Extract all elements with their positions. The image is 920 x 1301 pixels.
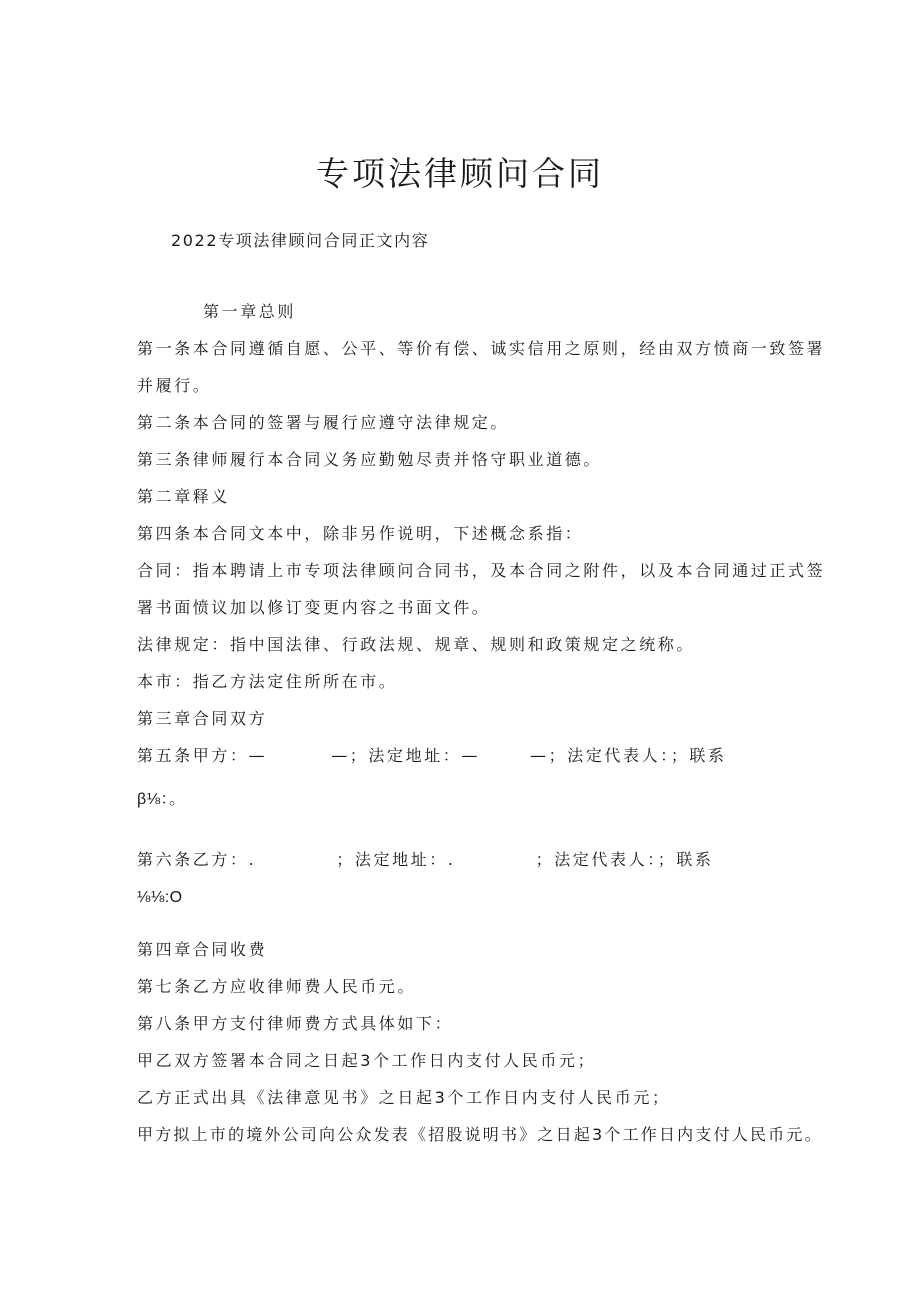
payment-item-2: 乙方正式出具《法律意见书》之日起3个工作日内支付人民币元；: [137, 1088, 671, 1107]
definition-law: 法律规定：指中国法律、行政法规、规章、规则和政策规定之统称。: [137, 635, 696, 654]
document-title: 专项法律顾问合同: [316, 154, 604, 193]
article-6-part-2: ；法定地址：.: [336, 850, 456, 869]
article-3: 第三条律师履行本合同义务应勤勉尽责并恪守职业道德。: [137, 450, 603, 469]
definition-contract-line-2: 署书面愤议加以修订变更内容之书面文件。: [137, 598, 491, 617]
article-5-party-a: [137, 746, 727, 766]
article-5-part-3: —；法定代表人：；联系: [530, 746, 727, 765]
definition-city: 本市：指乙方法定住所所在市。: [137, 672, 398, 691]
article-6-party-b: [137, 850, 714, 870]
chapter-3-heading: 第三章合同双方: [137, 709, 268, 728]
article-7: 第七条乙方应收律师费人民币元。: [137, 977, 417, 996]
article-4: 第四条本合同文本中，除非另作说明，下述概念系指：: [137, 524, 584, 543]
article-1-line-1: 第一条本合同遵循自愿、公平、等价有偿、诚实信用之原则，经由双方愤商一致签署: [137, 339, 826, 358]
chapter-4-heading: 第四章合同收费: [137, 940, 268, 959]
chapter-2-heading: 第二章释义: [137, 487, 231, 506]
article-6-tail: ⅛⅛:O: [137, 889, 183, 906]
article-1-line-2: 并履行。: [137, 376, 212, 395]
article-2: 第二条本合同的签署与履行应遵守法律规定。: [137, 413, 510, 432]
chapter-1-heading: 第一章总则: [203, 302, 297, 321]
payment-item-1: 甲乙双方签署本合同之日起3个工作日内支付人民币元；: [137, 1051, 597, 1070]
article-5-part-2: —；法定地址：—: [331, 746, 481, 765]
payment-item-3: 甲方拟上市的境外公司向公众发表《招股说明书》之日起3个工作日内支付人民币元。: [137, 1125, 823, 1144]
article-5-tail: β⅛：。: [137, 791, 186, 808]
article-5-part-1: 第五条甲方：—: [137, 746, 268, 765]
document-subtitle: 2022专项法律顾问合同正文内容: [171, 231, 430, 250]
article-6-part-3: ；法定代表人：；联系: [535, 850, 714, 869]
article-8: 第八条甲方支付律师费方式具体如下：: [137, 1014, 454, 1033]
article-6-part-1: 第六条乙方：.: [137, 850, 257, 869]
definition-contract-line-1: 合同：指本聘请上市专项法律顾问合同书，及本合同之附件，以及本合同通过正式签: [137, 561, 826, 580]
